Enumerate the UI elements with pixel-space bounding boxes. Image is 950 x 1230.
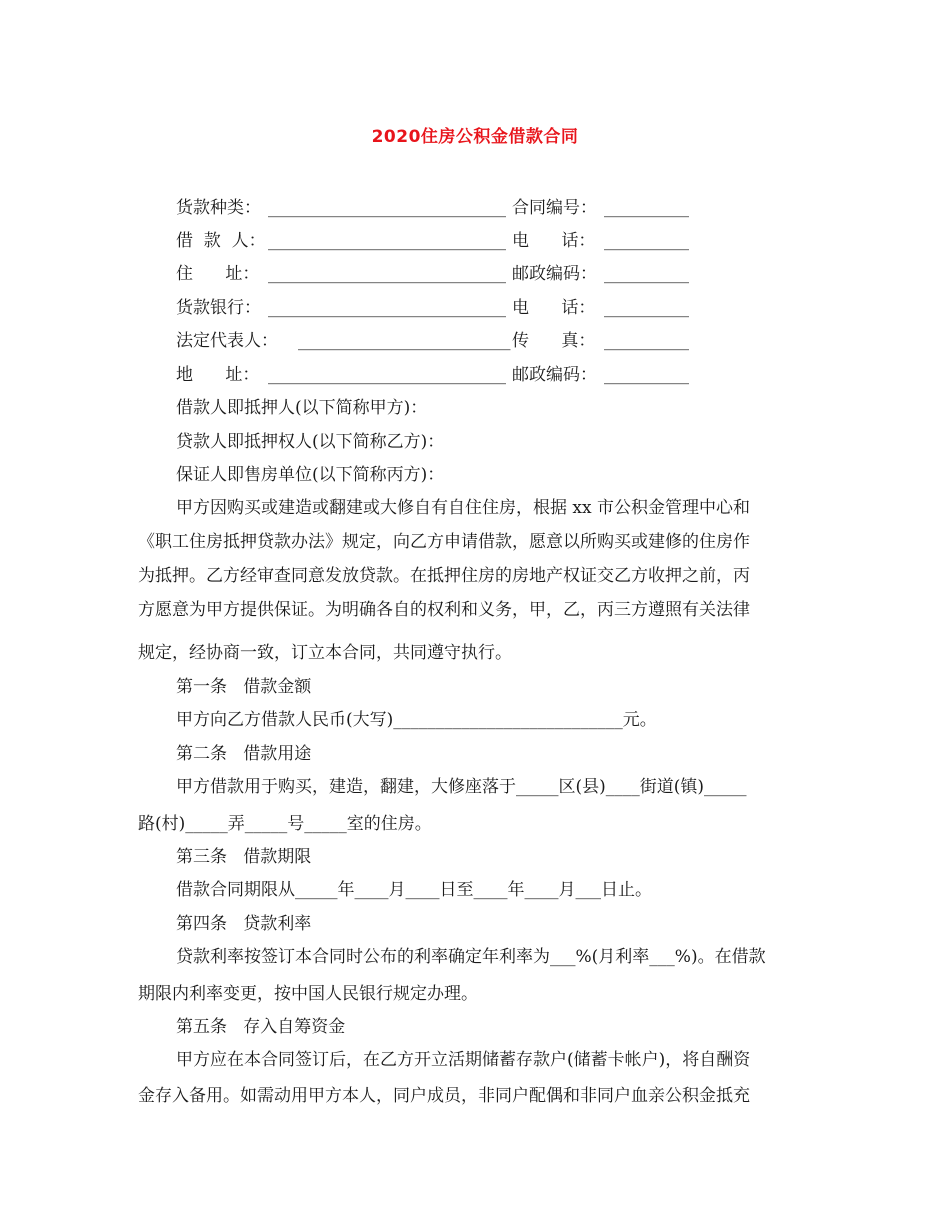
field-label-fax: 传 真： xyxy=(512,331,596,351)
field-label-borrower: 借 款 人： xyxy=(176,231,266,251)
field-blank-postcode: __________ xyxy=(604,264,689,284)
article-3-text: 借款合同期限从_____年____月____日至____年____月___日止。 xyxy=(176,880,652,900)
intro-line: 甲方因购买或建造或翻建或大修自有自住住房，根据 xx 市公积金管理中心和 xyxy=(176,498,750,518)
intro-line: 《职工住房抵押贷款办法》规定，向乙方申请借款，愿意以所购买或建修的住房作 xyxy=(138,532,750,552)
article-1-text: 甲方向乙方借款人民币(大写)___________________________元。 xyxy=(176,710,657,730)
field-blank-bank-phone: __________ xyxy=(604,298,689,318)
field-blank-contract-no: __________ xyxy=(604,198,689,218)
field-label-bank-address: 地 址： xyxy=(176,365,260,385)
field-label-contract-no: 合同编号： xyxy=(512,198,597,218)
document-title: 2020住房公积金借款合同 xyxy=(371,127,579,147)
article-4-text: 期限内利率变更，按中国人民银行规定办理。 xyxy=(138,984,478,1004)
intro-line: 为抵押。乙方经审查同意发放贷款。在抵押住房的房地产权证交乙方收押之前，丙 xyxy=(138,566,750,586)
field-blank-legal-rep: _________________________ xyxy=(298,331,511,351)
field-blank-fax: __________ xyxy=(604,331,689,351)
field-label-loan-type: 货款种类： xyxy=(176,198,261,218)
field-label-bank-phone: 电 话： xyxy=(512,298,596,318)
field-blank-phone: __________ xyxy=(604,231,689,251)
party-lender: 贷款人即抵押权人(以下简称乙方)： xyxy=(176,432,445,452)
field-label-phone: 电 话： xyxy=(512,231,596,251)
field-blank-bank-address: ____________________________ xyxy=(268,365,506,385)
field-label-bank-postcode: 邮政编码： xyxy=(512,365,597,385)
field-blank-address: ____________________________ xyxy=(268,264,506,284)
intro-line: 方愿意为甲方提供保证。为明确各自的权利和义务，甲，乙，丙三方遵照有关法律 xyxy=(138,600,750,620)
intro-line: 规定，经协商一致，订立本合同，共同遵守执行。 xyxy=(138,643,512,663)
field-blank-loan-type: ____________________________ xyxy=(268,198,506,218)
article-4-heading: 第四条 贷款利率 xyxy=(176,914,312,934)
field-blank-bank-postcode: __________ xyxy=(604,365,689,385)
article-5-text: 金存入备用。如需动用甲方本人，同户成员，非同户配偶和非同户血亲公积金抵充 xyxy=(138,1086,750,1106)
field-blank-borrower: ____________________________ xyxy=(268,231,506,251)
field-label-postcode: 邮政编码： xyxy=(512,264,597,284)
party-borrower: 借款人即抵押人(以下简称甲方)： xyxy=(176,398,428,418)
field-label-bank: 货款银行： xyxy=(176,298,261,318)
field-blank-bank: ____________________________ xyxy=(268,298,506,318)
article-3-heading: 第三条 借款期限 xyxy=(176,847,312,867)
article-4-text: 贷款利率按签订本合同时公布的利率确定年利率为___%(月利率___%)。在借款 xyxy=(176,947,766,967)
article-5-text: 甲方应在本合同签订后，在乙方开立活期储蓄存款户(储蓄卡帐户)，将自酬资 xyxy=(176,1050,751,1070)
article-2-heading: 第二条 借款用途 xyxy=(176,744,312,764)
article-5-heading: 第五条 存入自筹资金 xyxy=(176,1017,346,1037)
field-label-legal-rep: 法定代表人： xyxy=(176,331,289,351)
field-label-address: 住 址： xyxy=(176,264,260,284)
article-2-text: 路(村)_____弄_____号_____室的住房。 xyxy=(138,814,432,834)
article-2-text: 甲方借款用于购买，建造，翻建，大修座落于_____区(县)____街道(镇)_____ xyxy=(176,777,747,797)
party-guarantor: 保证人即售房单位(以下简称丙方)： xyxy=(176,465,445,485)
article-1-heading: 第一条 借款金额 xyxy=(176,677,312,697)
